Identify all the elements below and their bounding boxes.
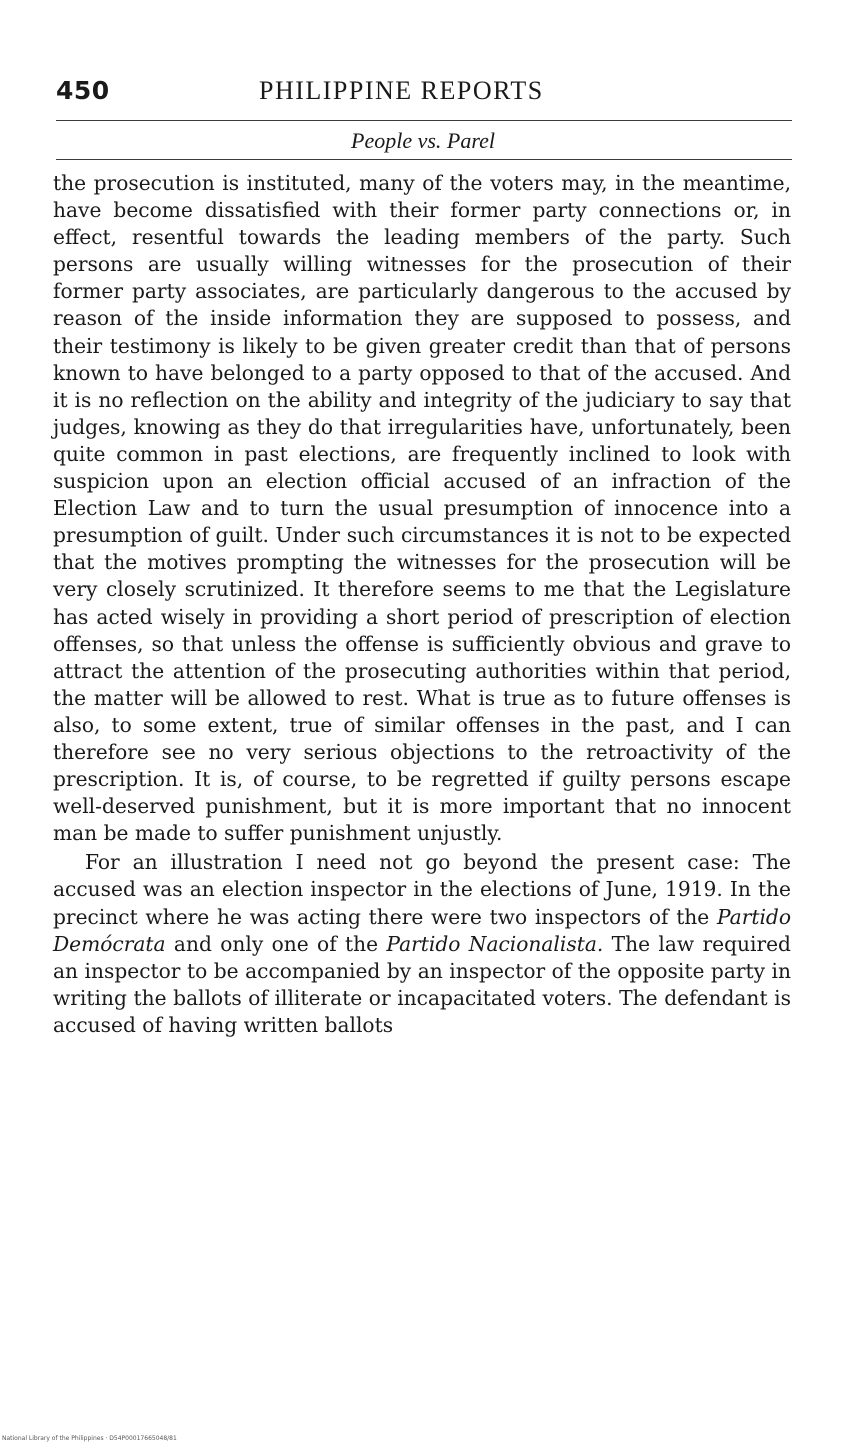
header-rule-bottom — [56, 159, 792, 160]
party-name-democrata: Partido Demócrata — [53, 904, 791, 956]
page-number: 450 — [56, 76, 110, 105]
paragraph-2-part-2: and only one of the — [165, 931, 387, 956]
paragraph-1: the prosecution is instituted, many of the voters may, in the meantime, have become dissatisfied with their former party connections or, in effect, resentful towards the leading members of the party. Such persons are usually willing witnesses for the prosecution of their former party associates, are particularly dangerous to the accused by reason of the inside information they are supposed to possess, and their testimony is likely to be given greater credit than that of persons known to have belonged to a party opposed to that of the accused. And it is no reflection on the ability and integrity of the judiciary to say that judges, knowing as they do that irregularities have, unfortunately, been quite common in past elections, are frequently inclined to look with suspicion upon an election official accused of an infraction of the Election Law and to turn the usual presumption of innocence into a presumption of guilt. Under such circumstances it is not to be expected that the motives prompting the witnesses for the prosecution will be very closely scrutinized. It therefore seems to me that the Legislature has acted wisely in providing a short period of prescription of election offenses, so that unless the offense is sufficiently obvious and grave to attract the attention of the prosecuting authorities within that period, the matter will be allowed to rest. What is true as to future offenses is also, to some extent, true of similar offenses in the past, and I can therefore see no very serious objections to the retroactivity of the prescription. It is, of course, to be regretted if guilty persons escape well-deserved punishment, but it is more important that no innocent man be made to suffer punishment unjustly. — [53, 171, 791, 846]
paragraph-2 — [53, 849, 791, 1039]
running-title: PHILIPPINE REPORTS — [259, 76, 544, 105]
paragraph-2-part-1: For an illustration I need not go beyond the present case: The accused was an election inspector in the elections of June, 1919. In the precinct where he was acting there were two inspectors of the — [53, 850, 791, 929]
scan-source-note: National Library of the Philippines · D54P00017665048/81 — [2, 1435, 177, 1442]
body-text — [53, 170, 791, 1039]
paragraph-2-part-3: The law required an inspector to be accompanied by an inspector of the opposite party in writing the ballots of illiterate or incapacitated voters. The defendant is accused of having written ballots — [53, 931, 791, 1037]
header-rule-top — [56, 120, 792, 121]
case-title: People vs. Parel — [351, 128, 495, 153]
page-header — [56, 72, 796, 112]
party-name-nacionalista: Partido Nacionalista. — [386, 931, 604, 956]
